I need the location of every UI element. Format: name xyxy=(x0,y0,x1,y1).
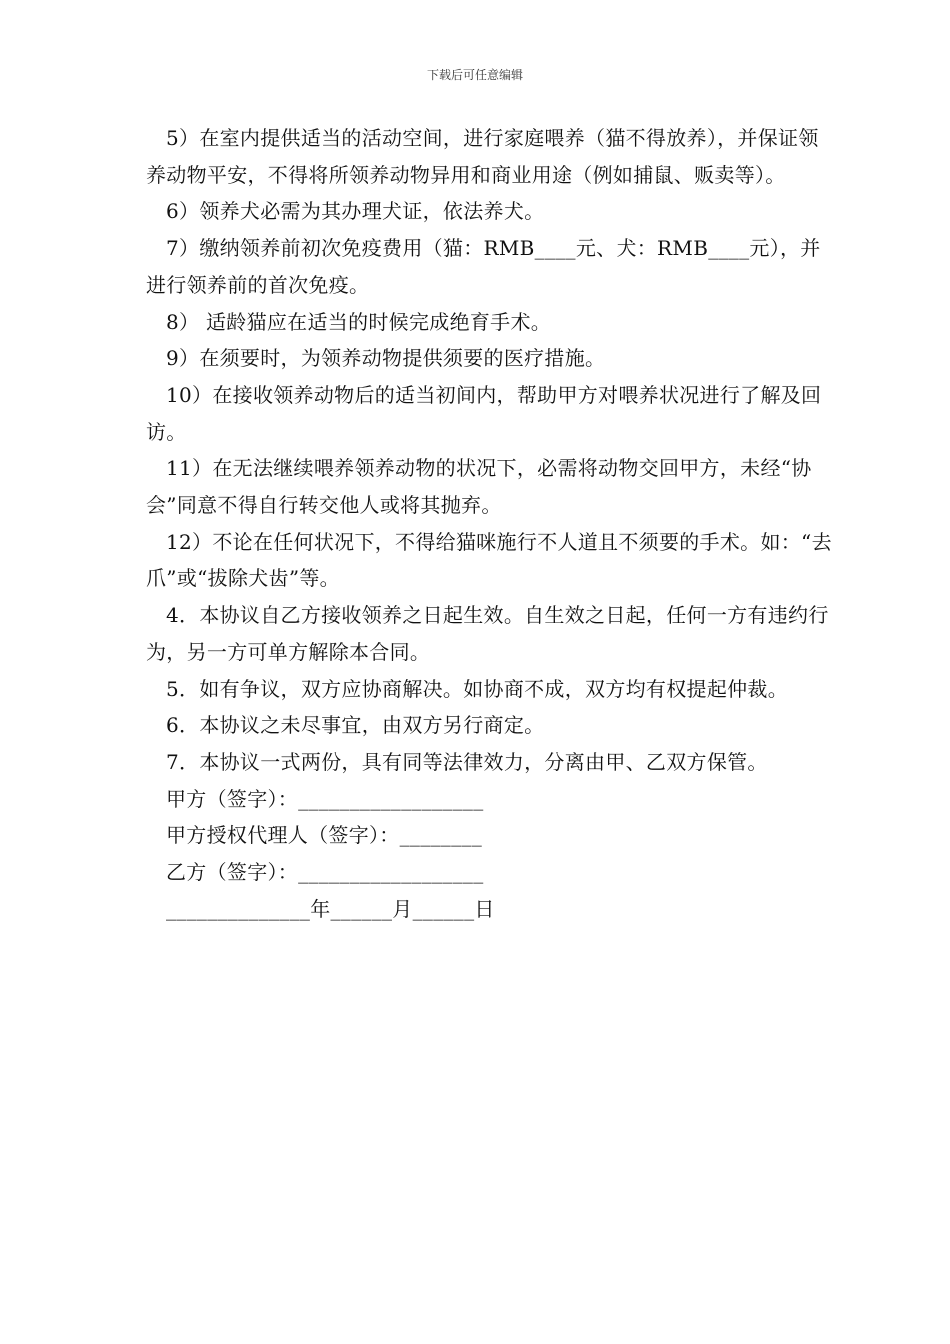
clause-6-dog-license: 6）领养犬必需为其办理犬证，依法养犬。 xyxy=(166,199,545,224)
article-6-unresolved-matters: 6．本协议之未尽事宜，由双方另行商定。 xyxy=(166,713,545,738)
page-header: 下载后可任意编辑 xyxy=(426,68,523,82)
clause-7-vaccination-fee: 7）缴纳领养前初次免疫费用（猫：RMB____元、犬：RMB____元），并进行领养前的首次免疫。 xyxy=(146,236,821,297)
signature-party-a-agent: 甲方授权代理人（签字）：________ xyxy=(166,823,482,848)
signature-date: ______________年______月______日 xyxy=(166,896,495,921)
article-7-copies: 7．本协议一式两份，具有同等法律效力，分离由甲、乙双方保管。 xyxy=(166,749,768,774)
article-5-disputes: 5．如有争议，双方应协商解决。如协商不成，双方均有权提起仲裁。 xyxy=(166,676,789,701)
clause-5-activity-space: 5）在室内提供适当的活动空间，进行家庭喂养（猫不得放养），并保证领养动物平安，不得将所领养动物异用和商业用途（例如捕鼠、贩卖等）。 xyxy=(146,126,819,187)
clause-10-follow-up: 10）在接收领养动物后的适当初间内，帮助甲方对喂养状况进行了解及回访。 xyxy=(146,382,822,444)
article-4-effective: 4．本协议自乙方接收领养之日起生效。自生效之日起，任何一方有违约行为，另一方可单方解除本合同。 xyxy=(146,603,829,664)
clause-8-sterilization: 8） 适龄猫应在适当的时候完成绝育手术。 xyxy=(166,309,552,334)
document-body xyxy=(146,120,836,927)
clause-11-return-animal: 11）在无法继续喂养领养动物的状况下，必需将动物交回甲方，未经“协会”同意不得自行转交他人或将其抛弃。 xyxy=(146,456,812,518)
clause-9-medical-care: 9）在须要时，为领养动物提供须要的医疗措施。 xyxy=(166,346,606,371)
signature-party-a: 甲方（签字）：__________________ xyxy=(166,786,484,811)
signature-party-b: 乙方（签字）：__________________ xyxy=(166,860,484,885)
clause-12-no-surgery: 12）不论在任何状况下，不得给猫咪施行不人道且不须要的手术。如：“去爪”或“拔除犬齿”等。 xyxy=(146,529,832,591)
